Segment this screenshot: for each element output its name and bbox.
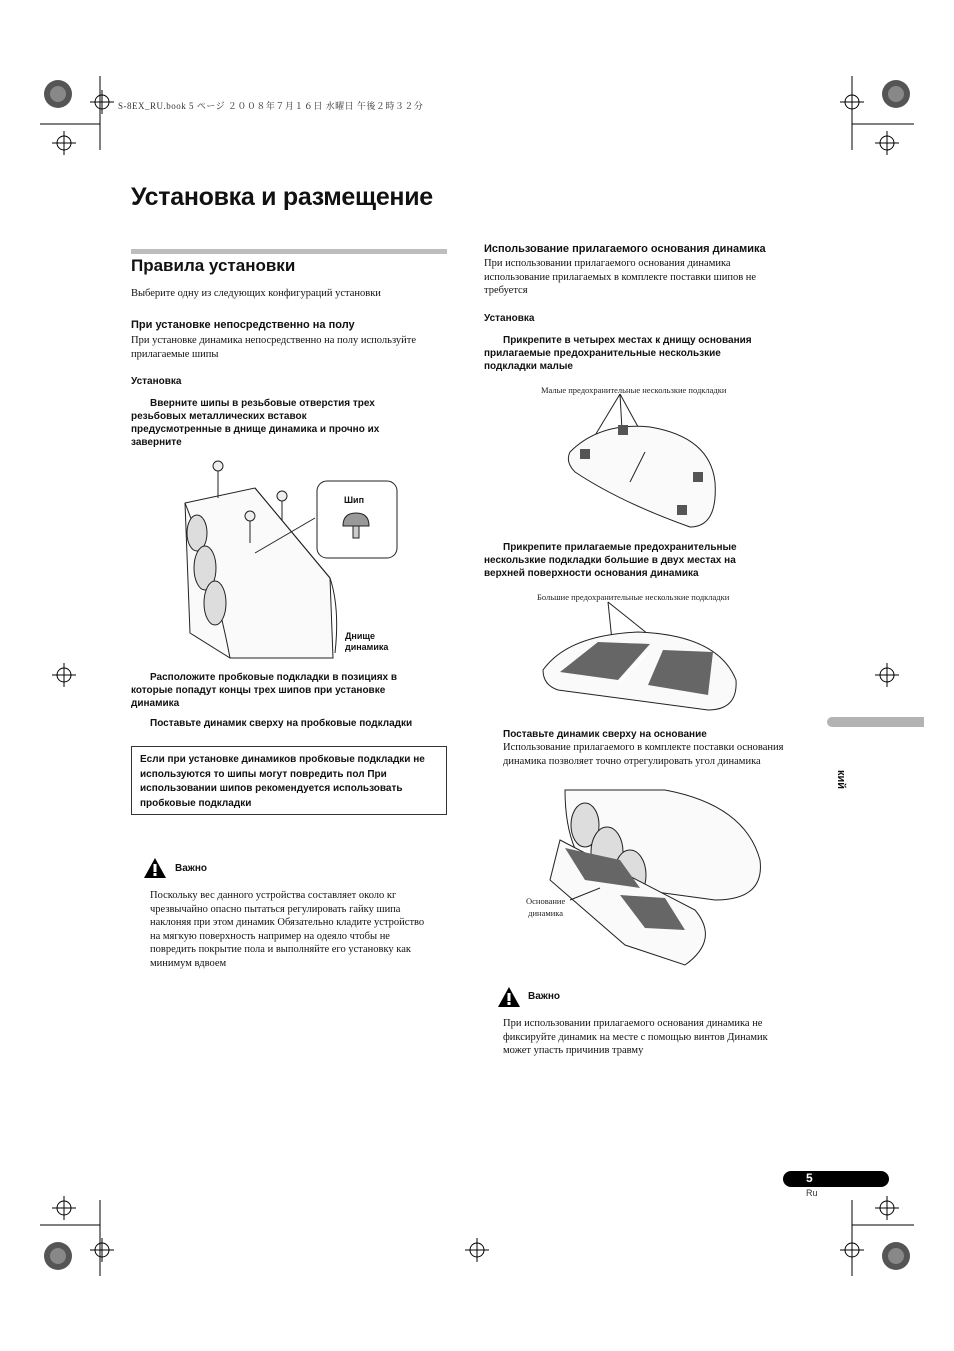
base-intro: При использовании прилагаемого основания динамика использование прилагаемых в комплекте поставки шипов не требуется — [484, 258, 757, 296]
right-step-1: Прикрепите в четырех местах к днищу основания прилагаемые предохранительные нескользкие подкладки малые — [484, 335, 752, 372]
small-pads-caption: Малые предохранительные нескользкие подкладки — [541, 385, 727, 395]
important-text-right: При использовании прилагаемого основания динамика не фиксируйте динамик на месте с помощью винтов Динамик может упасть причинив травму — [503, 1018, 768, 1056]
base-label: Основание динамика — [526, 896, 566, 918]
page-language: Ru — [806, 1188, 818, 1198]
section-title: Правила установки — [131, 256, 296, 275]
right-step-3-text: Использование прилагаемого в комплекте поставки основания динамика позволяет точно отрегулировать угол динамика — [503, 742, 784, 767]
speaker-on-base-figure — [545, 780, 765, 975]
important-label-right: Важно — [528, 991, 561, 1002]
speaker-bottom-label: Днище динамика — [345, 631, 389, 652]
intro-text: Выберите одну из следующих конфигураций установки — [131, 288, 381, 299]
right-step-2: Прикрепите прилагаемые предохранительные нескользкие подкладки большие в двух местах на верхней поверхности основания динамика — [484, 542, 737, 579]
side-tab-text: кий — [835, 770, 847, 790]
spike-label: Шип — [344, 495, 365, 505]
page-number: 5 — [806, 1171, 813, 1185]
right-step-3-heading: Поставьте динамик сверху на основание — [503, 729, 707, 740]
important-label-left: Важно — [175, 863, 208, 874]
important-text-left: Поскольку вес данного устройства составляет около кг чрезвычайно опасно пытаться регулировать гайку шипа наклоняя при этом динамик Обязательно кладите устройство на мягкую поверхность например на одеяло чтобы не повредить покрытие пола и выполняйте его установку как минимум вдвоем — [150, 890, 425, 969]
warning-box: Если при установке динамиков пробковые подкладки не используются то шипы могут повредить пол При использовании шипов рекомендуется использовать пробковые подкладки — [131, 746, 447, 815]
install-label-left: Установка — [131, 376, 182, 387]
install-label-right: Установка — [484, 313, 535, 324]
left-step-1: Вверните шипы в резьбовые отверстия трех резьбовых металлических вставок предусмотренные в днище динамика и прочно их заверните — [131, 398, 380, 448]
side-tab — [827, 717, 924, 727]
warning-icon — [497, 986, 521, 1008]
floor-heading: При установке непосредственно на полу — [131, 319, 355, 331]
left-step-3: Поставьте динамик сверху на пробковые подкладки — [150, 718, 413, 729]
base-top-figure — [538, 600, 743, 720]
left-step-2: Расположите пробковые подкладки в позициях в которые попадут концы трех шипов при установке динамика — [131, 672, 398, 709]
base-heading: Использование прилагаемого основания динамика — [484, 243, 766, 255]
page-title: Установка и размещение — [131, 183, 433, 211]
warning-icon — [143, 857, 167, 879]
large-pads-caption: Большие предохранительные нескользкие подкладки — [537, 592, 730, 602]
file-header: S-8EX_RU.book 5 ページ ２００８年７月１６日 水曜日 午後２時３２分 — [118, 101, 424, 111]
page-number-badge — [783, 1171, 889, 1187]
base-underside-figure — [560, 392, 720, 532]
section-rule — [131, 249, 447, 254]
floor-text: При установке динамика непосредственно на полу используйте прилагаемые шипы — [131, 335, 416, 360]
